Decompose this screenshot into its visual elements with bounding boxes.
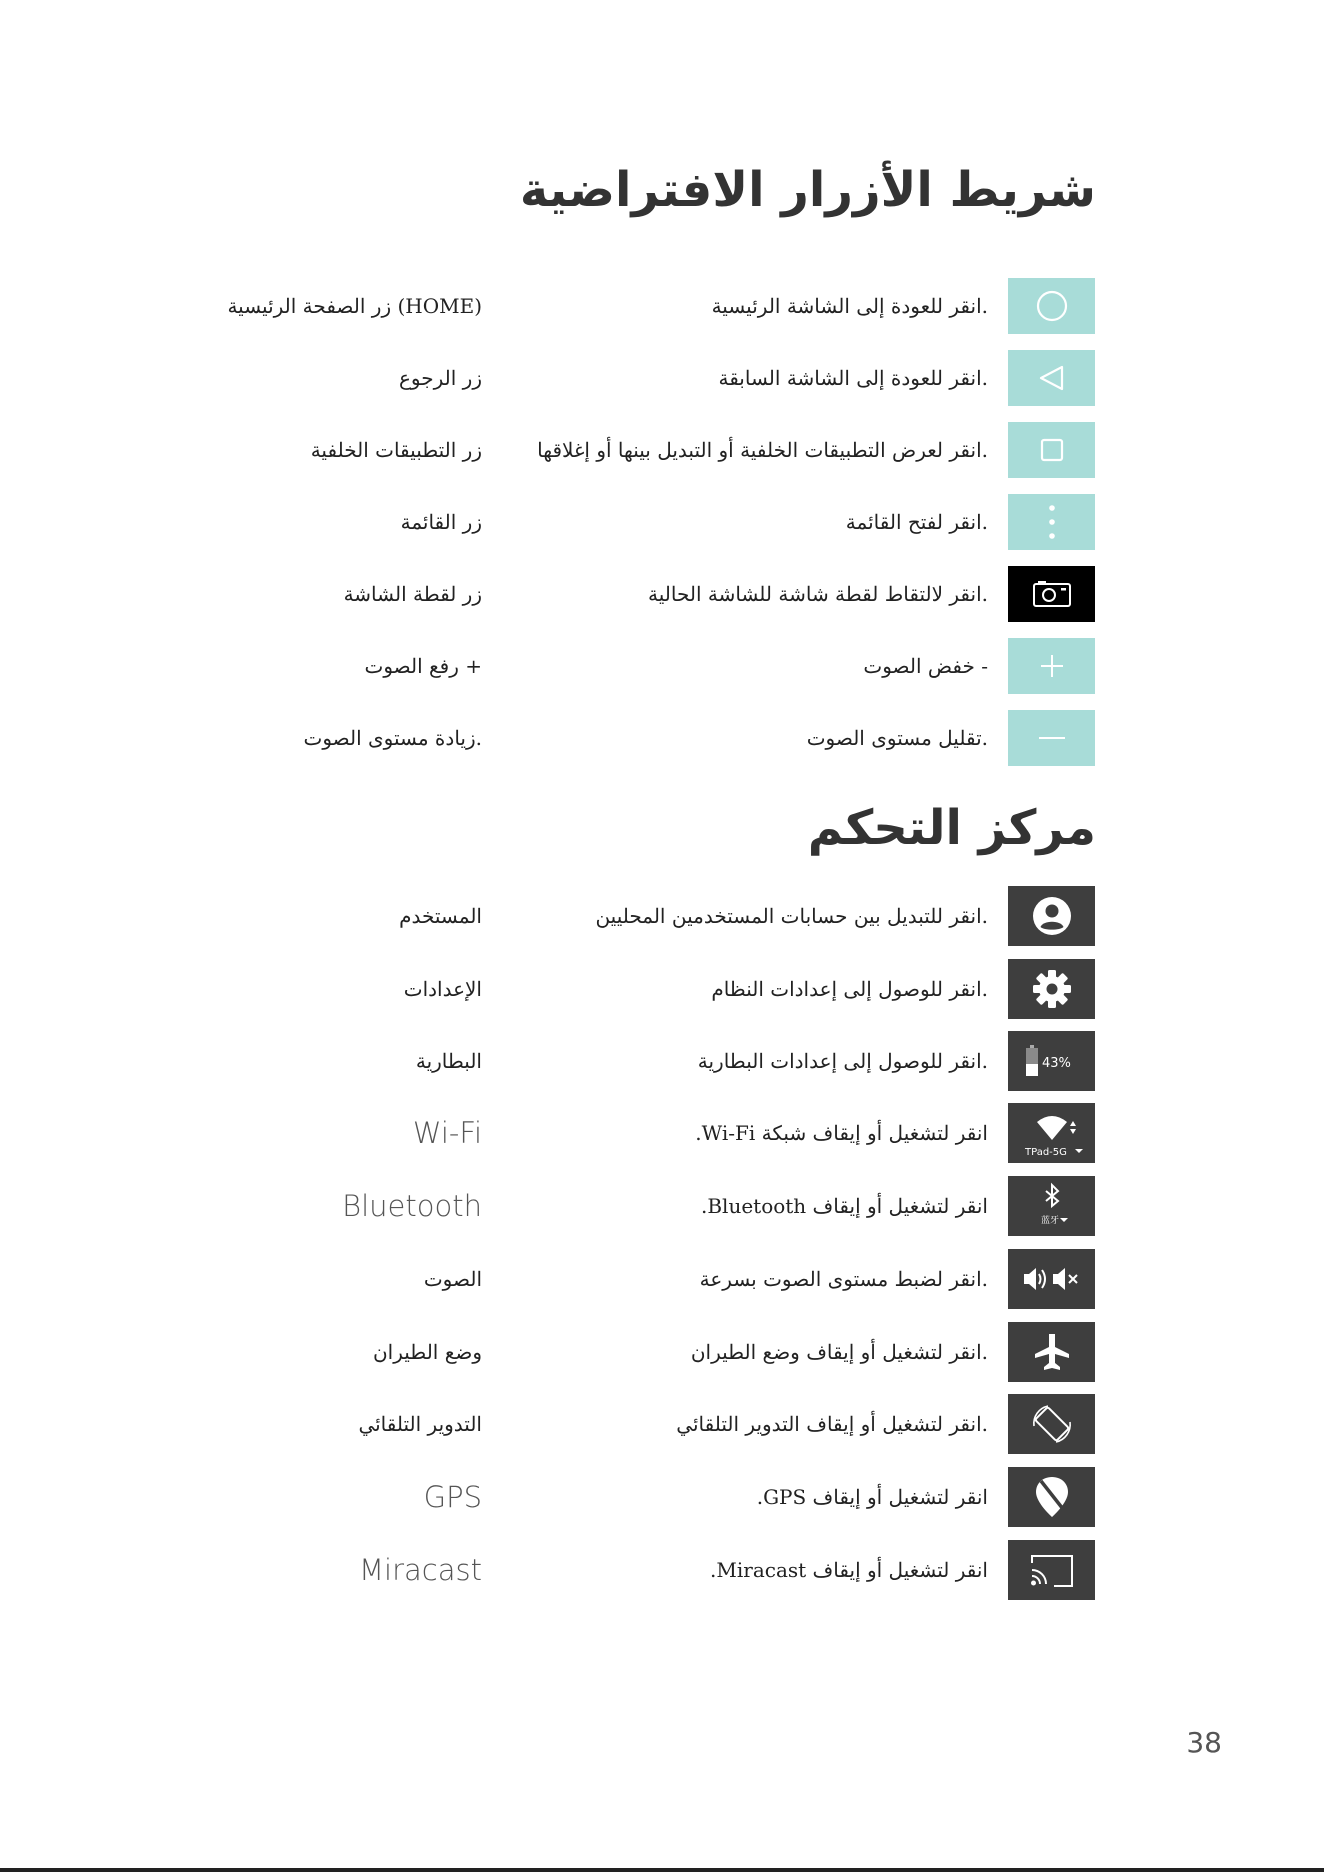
list-item [0,1103,1324,1163]
section-heading-virtual-buttons: شريط الأزرار الافتراضية [519,162,1096,218]
list-item [0,959,1324,1019]
item-name: .زيادة مستوى الصوت [303,726,482,750]
home-circle-icon [1008,278,1095,334]
wifi-icon [1008,1103,1095,1163]
list-item [0,638,1324,694]
list-item [0,1176,1324,1236]
item-name: المستخدم [399,904,482,928]
item-name: زر التطبيقات الخلفية [310,438,482,462]
item-description: .انقر للتبديل بين حسابات المستخدمين المحليين [595,904,988,928]
battery-percent: 43% [1041,1056,1071,1071]
item-description: انقر لتشغيل أو إيقاف Miracast. [710,1558,988,1582]
item-description: .انقر لتشغيل أو إيقاف وضع الطيران [690,1340,988,1364]
list-item [0,422,1324,478]
user-icon [1008,886,1095,946]
wifi-network-name: TPad-5G [1024,1147,1067,1158]
item-name: Wi-Fi [412,1116,482,1150]
item-name: Miracast [359,1553,482,1587]
list-item [0,350,1324,406]
list-item [0,710,1324,766]
volume-plus-icon [1008,638,1095,694]
battery-icon [1008,1031,1095,1091]
item-description: .انقر لضبط مستوى الصوت بسرعة [699,1267,988,1291]
item-name: Bluetooth [342,1189,482,1223]
airplane-icon [1008,1322,1095,1382]
item-name: الصوت [423,1267,482,1291]
sound-icon [1008,1249,1095,1309]
list-item [0,886,1324,946]
item-description: .انقر لالتقاط لقطة شاشة للشاشة الحالية [648,582,988,606]
item-name: وضع الطيران [372,1340,482,1364]
gps-icon [1008,1467,1095,1527]
item-description: انقر لتشغيل أو إيقاف GPS. [756,1485,988,1509]
item-description: .انقر لتشغيل أو إيقاف التدوير التلقائي [676,1412,988,1436]
item-name: الإعدادات [403,977,482,1001]
screenshot-camera-icon [1008,566,1095,622]
section-heading-control-center: مركز التحكم [807,800,1096,856]
item-description: .انقر للوصول إلى إعدادات البطارية [697,1049,988,1073]
menu-dots-icon [1008,494,1095,550]
list-item [0,1249,1324,1309]
recent-apps-square-icon [1008,422,1095,478]
list-item [0,1540,1324,1600]
list-item [0,1322,1324,1382]
item-name: التدوير التلقائي [358,1412,482,1436]
item-description: انقر لتشغيل أو إيقاف شبكة Wi-Fi. [695,1121,988,1145]
volume-minus-icon [1008,710,1095,766]
list-item [0,278,1324,334]
list-item [0,1031,1324,1091]
item-name: زر الرجوع [399,366,482,390]
item-description: .تقليل مستوى الصوت [806,726,988,750]
item-description: .انقر لعرض التطبيقات الخلفية أو التبديل بينها أو إغلاقها [537,438,988,462]
bluetooth-icon [1008,1176,1095,1236]
back-triangle-icon [1008,350,1095,406]
item-description: .انقر لفتح القائمة [845,510,988,534]
bluetooth-label: 蓝牙 [1040,1216,1059,1226]
item-name: زر القائمة [400,510,482,534]
list-item [0,494,1324,550]
item-description: .انقر للعودة إلى الشاشة الرئيسية [711,294,988,318]
item-description: .انقر للعودة إلى الشاشة السابقة [718,366,988,390]
item-description: .انقر للوصول إلى إعدادات النظام [711,977,988,1001]
auto-rotate-icon [1008,1394,1095,1454]
miracast-icon [1008,1540,1095,1600]
item-description: - خفض الصوت [863,654,988,678]
item-name: زر لقطة الشاشة [343,582,482,606]
page-number: 38 [1186,1726,1222,1759]
item-name: + رفع الصوت [364,654,482,678]
item-description: انقر لتشغيل أو إيقاف Bluetooth. [700,1194,988,1218]
list-item [0,1467,1324,1527]
list-item [0,1394,1324,1454]
gear-icon [1008,959,1095,1019]
item-name: البطارية [415,1049,482,1073]
item-name: (HOME) زر الصفحة الرئيسية [227,294,482,318]
bottom-rule [0,1868,1324,1872]
item-name: GPS [423,1480,482,1514]
list-item [0,566,1324,622]
